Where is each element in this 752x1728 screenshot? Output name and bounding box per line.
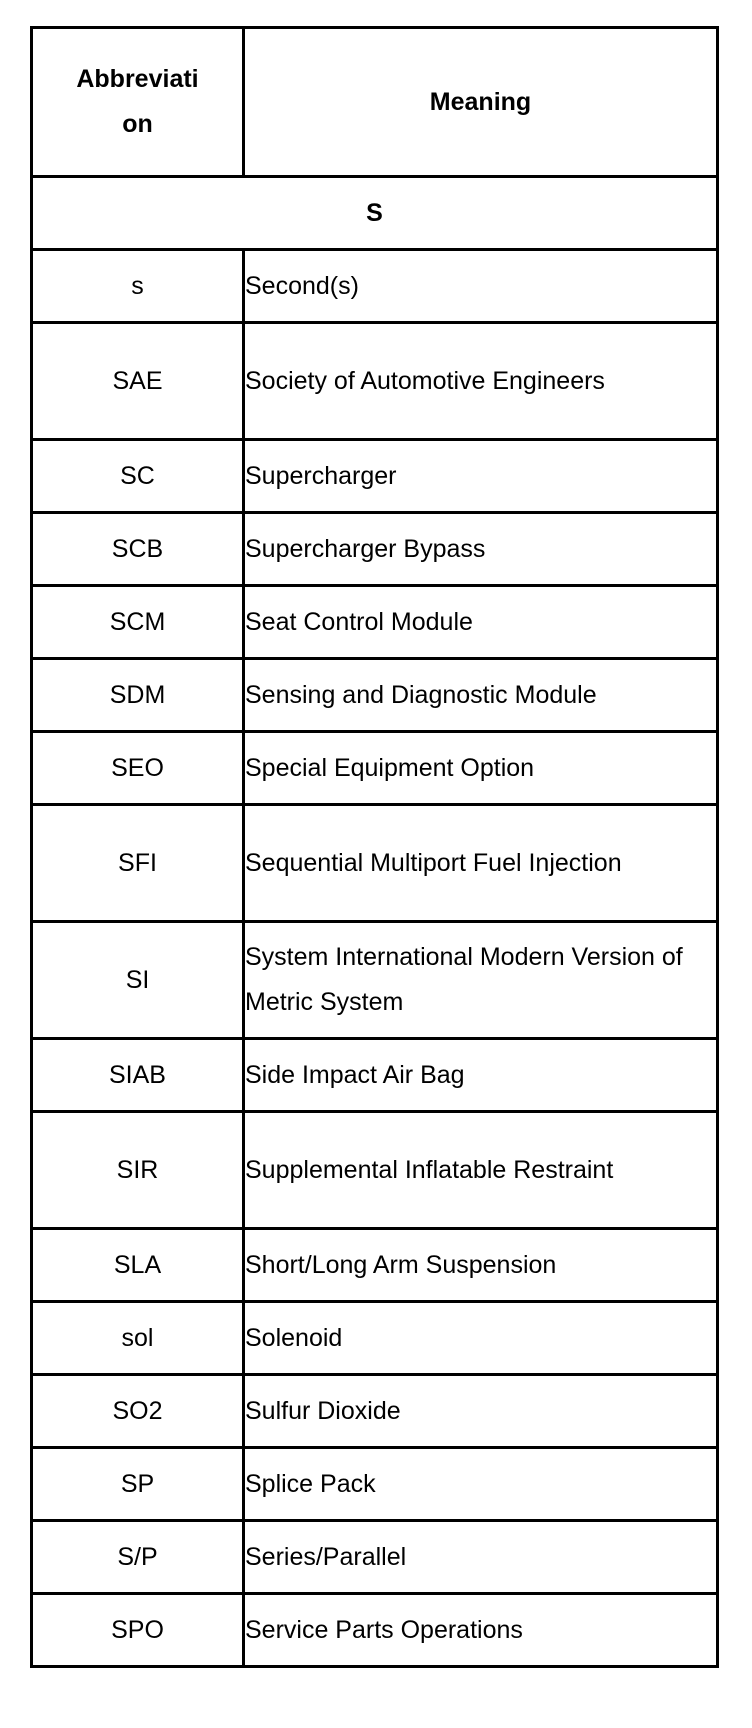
- meaning-cell: Service Parts Operations: [244, 1594, 718, 1667]
- table-row: [32, 922, 718, 1039]
- section-letter: S: [32, 177, 718, 250]
- table-row: [32, 1039, 718, 1112]
- meaning-cell: Series/Parallel: [244, 1521, 718, 1594]
- table-row: [32, 1375, 718, 1448]
- table-row: [32, 440, 718, 513]
- meaning-cell: Sequential Multiport Fuel Injection: [244, 805, 718, 922]
- table-row: [32, 1112, 718, 1229]
- abbreviation-cell: SCB: [32, 513, 244, 586]
- abbreviation-table: [30, 26, 719, 1668]
- meaning-cell: Side Impact Air Bag: [244, 1039, 718, 1112]
- abbreviation-cell: SIAB: [32, 1039, 244, 1112]
- table-row: [32, 659, 718, 732]
- abbreviation-cell: SP: [32, 1448, 244, 1521]
- table-row: [32, 1448, 718, 1521]
- header-meaning: Meaning: [244, 28, 718, 177]
- table-row: [32, 1594, 718, 1667]
- abbreviation-cell: SO2: [32, 1375, 244, 1448]
- meaning-cell: Splice Pack: [244, 1448, 718, 1521]
- abbreviation-cell: SAE: [32, 323, 244, 440]
- header-abbreviation-line2: on: [122, 110, 153, 138]
- table-row: [32, 1521, 718, 1594]
- header-abbreviation-line1: Abbreviati: [76, 65, 199, 93]
- table-row: [32, 323, 718, 440]
- meaning-cell: Special Equipment Option: [244, 732, 718, 805]
- abbreviation-cell: SEO: [32, 732, 244, 805]
- header-abbreviation: [32, 28, 244, 177]
- abbreviation-table-container: [30, 26, 716, 1668]
- section-row: [32, 177, 718, 250]
- table-row: [32, 250, 718, 323]
- abbreviation-cell: s: [32, 250, 244, 323]
- meaning-cell: Sulfur Dioxide: [244, 1375, 718, 1448]
- table-row: [32, 805, 718, 922]
- abbreviation-cell: S/P: [32, 1521, 244, 1594]
- abbreviation-cell: SI: [32, 922, 244, 1039]
- meaning-cell: Short/Long Arm Suspension: [244, 1229, 718, 1302]
- abbreviation-cell: SFI: [32, 805, 244, 922]
- table-row: [32, 732, 718, 805]
- meaning-cell: Supplemental Inflatable Restraint: [244, 1112, 718, 1229]
- table-row: [32, 1229, 718, 1302]
- table-row: [32, 1302, 718, 1375]
- abbreviation-cell: SIR: [32, 1112, 244, 1229]
- abbreviation-cell: SCM: [32, 586, 244, 659]
- abbreviation-cell: SPO: [32, 1594, 244, 1667]
- meaning-cell: Sensing and Diagnostic Module: [244, 659, 718, 732]
- abbreviation-cell: SDM: [32, 659, 244, 732]
- meaning-cell: System International Modern Version of Metric System: [244, 922, 718, 1039]
- table-row: [32, 586, 718, 659]
- meaning-cell: Society of Automotive Engineers: [244, 323, 718, 440]
- abbreviation-cell: sol: [32, 1302, 244, 1375]
- abbreviation-cell: SLA: [32, 1229, 244, 1302]
- meaning-cell: Second(s): [244, 250, 718, 323]
- meaning-cell: Seat Control Module: [244, 586, 718, 659]
- meaning-cell: Supercharger Bypass: [244, 513, 718, 586]
- meaning-cell: Solenoid: [244, 1302, 718, 1375]
- meaning-cell: Supercharger: [244, 440, 718, 513]
- abbreviation-cell: SC: [32, 440, 244, 513]
- table-row: [32, 513, 718, 586]
- table-header-row: [32, 28, 718, 177]
